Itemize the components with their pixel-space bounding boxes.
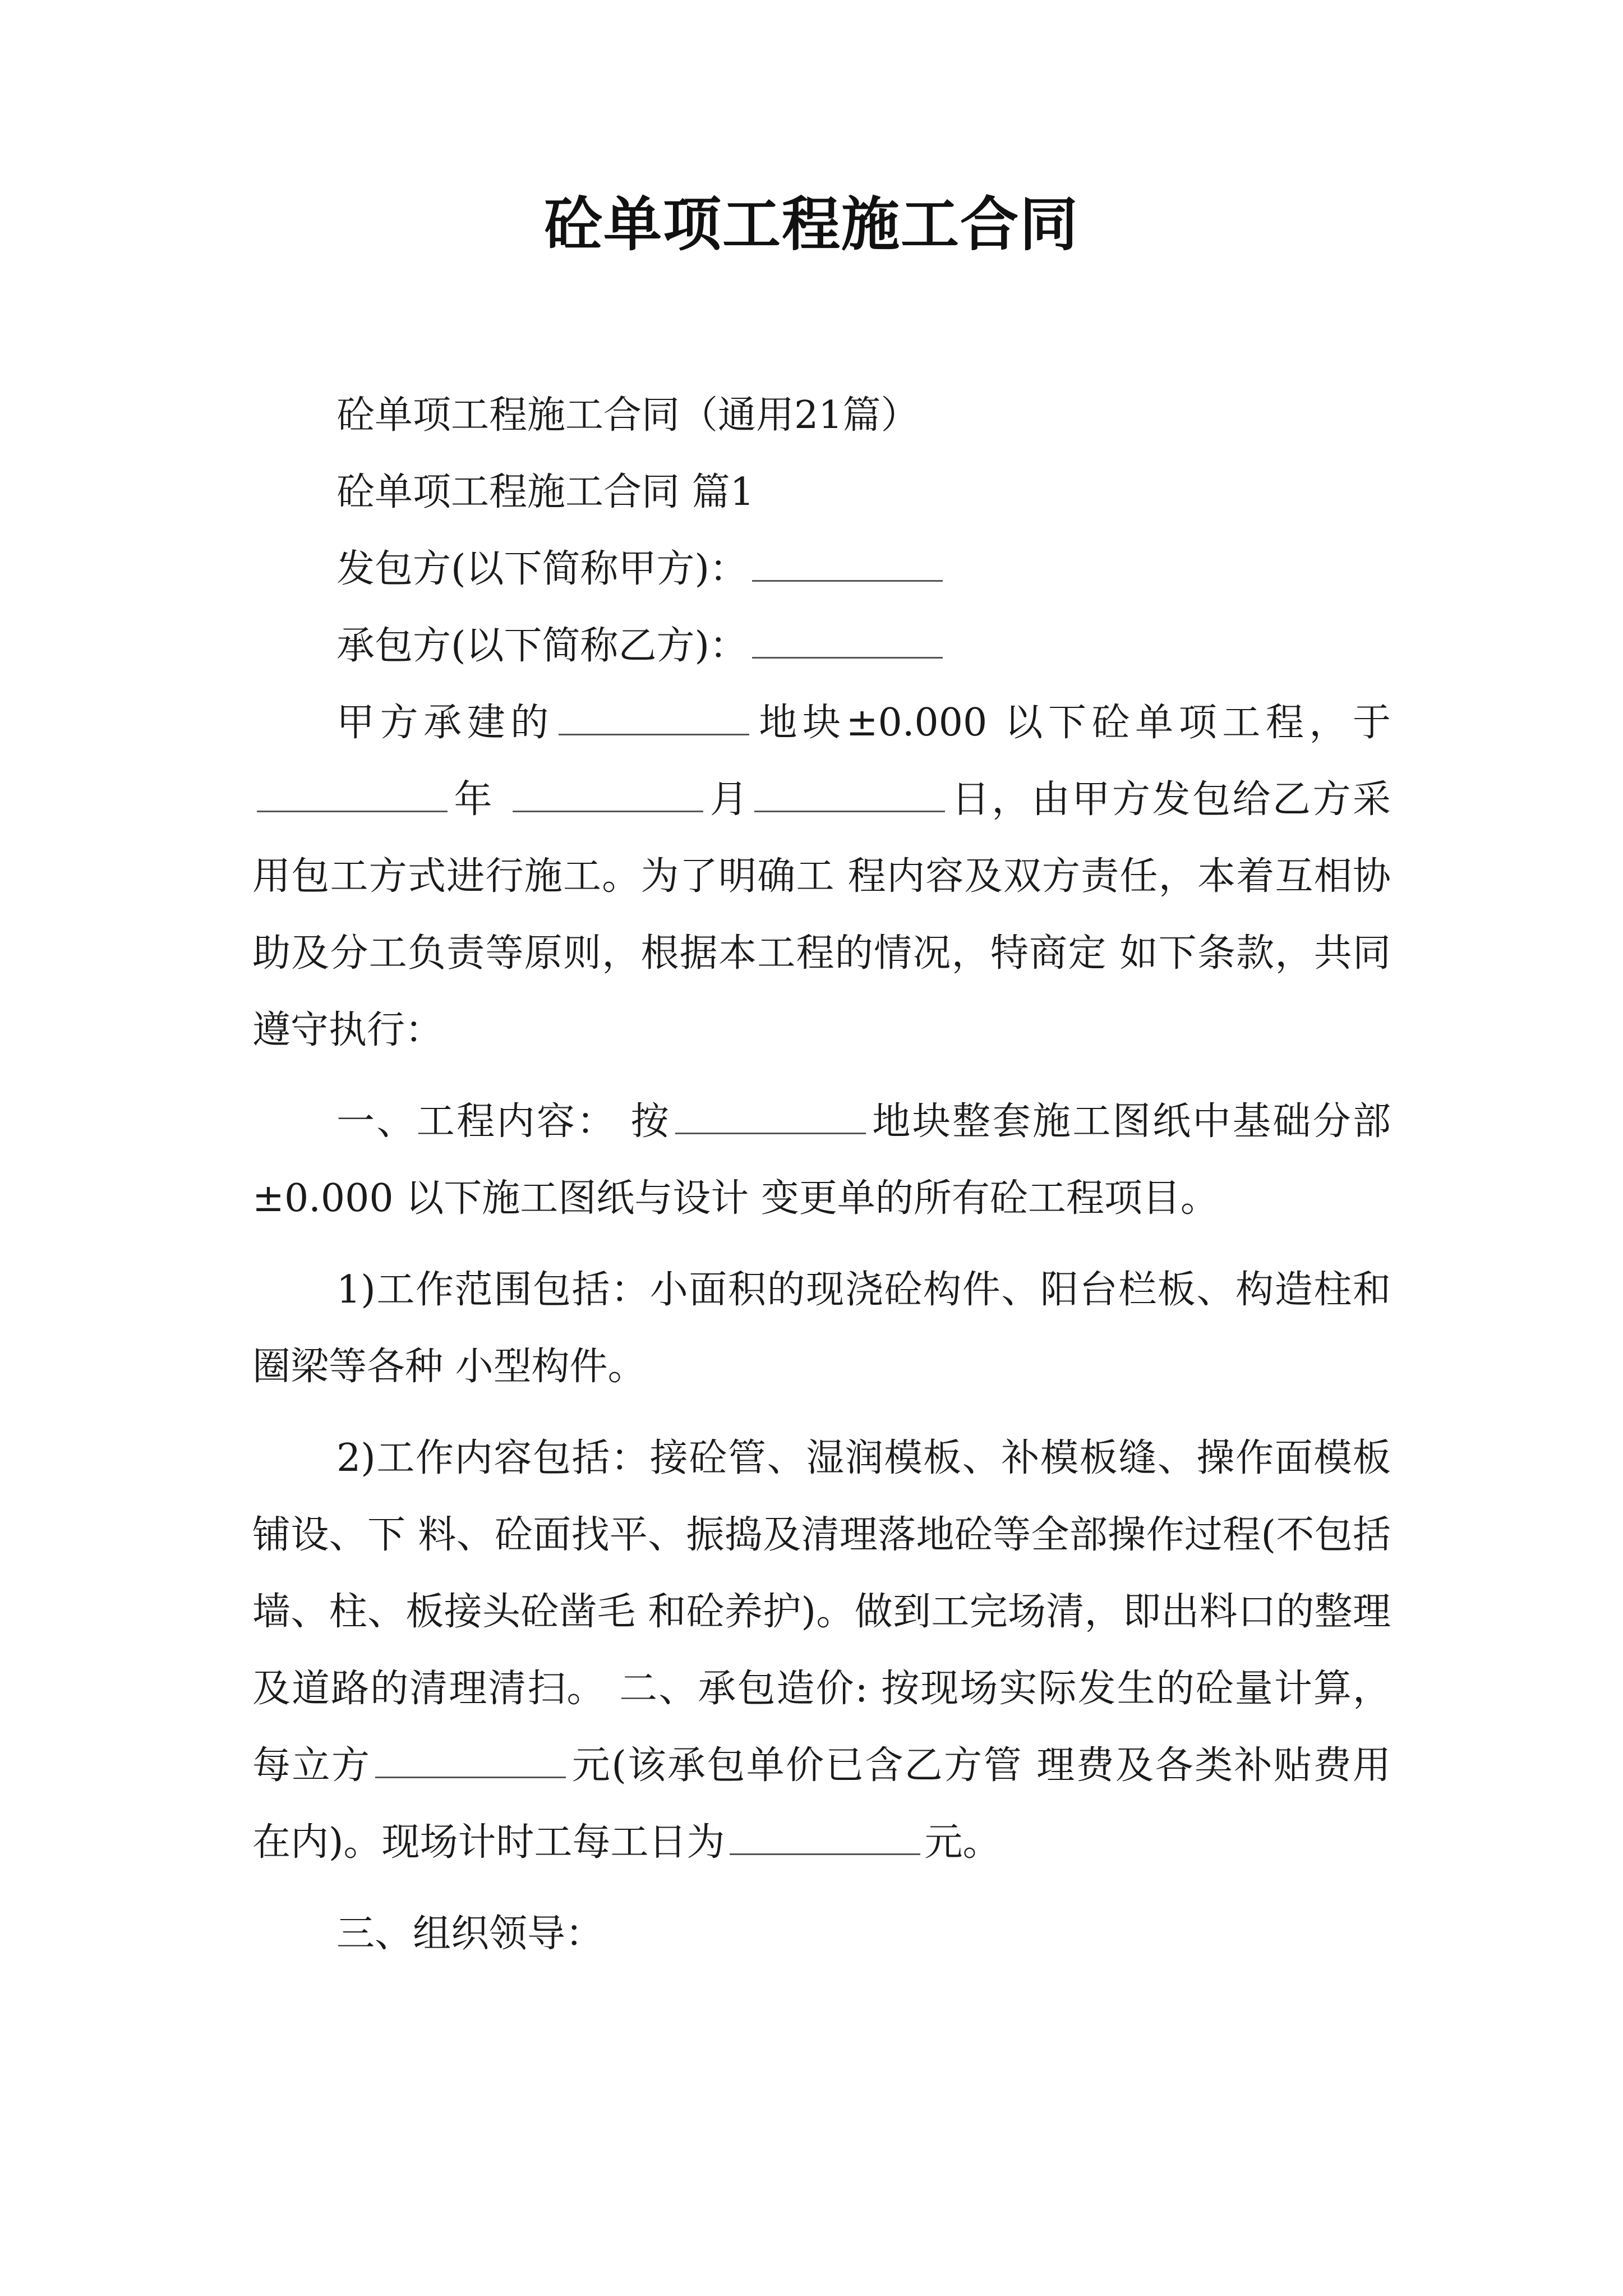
section-heading: 砼单项工程施工合同 篇1 — [336, 470, 754, 514]
year-blank — [257, 774, 448, 812]
intro-text: 日，由甲方发包给乙方采用包工方式进行施工。为了明确工 程内容及双方责任，本着互相协助及分工负责等原则，根据本工程的情况，特商定 如下条款，共同遵守执行： — [252, 777, 1391, 1052]
item-2-paragraph — [252, 1420, 1391, 1881]
month-blank — [513, 774, 703, 812]
intro-text: 年 — [452, 777, 509, 822]
clause-1-paragraph — [252, 1083, 1391, 1237]
item-2-text: 元。 — [924, 1820, 1001, 1865]
intro-paragraph — [252, 684, 1391, 1069]
plot-blank — [559, 697, 749, 735]
party-a-line — [252, 531, 1391, 608]
party-a-blank — [752, 544, 943, 582]
party-b-blank — [752, 620, 943, 659]
party-b-line — [252, 608, 1391, 684]
party-a-label: 发包方(以下简称甲方)： — [336, 547, 748, 591]
document-body — [252, 377, 1391, 1972]
daily-wage-blank — [730, 1817, 920, 1855]
document-title: 砼单项工程施工合同 — [543, 190, 1079, 259]
item-1-paragraph: 1)工作范围包括：小面积的现浇砼构件、阳台栏板、构造柱和圈梁等各种 小型构件。 — [252, 1268, 1391, 1389]
clause-1-text: 地块整套施工图纸中基础分部±0.000 以下施工图纸与设计 变更单的所有砼工程项目。 — [252, 1099, 1391, 1221]
intro-text: 甲方承建的 — [336, 701, 554, 745]
intro-text: 地块±0.000 以下砼单项工程，于 — [753, 701, 1391, 745]
unit-price-blank — [375, 1740, 566, 1778]
item-2-text: 2)工作内容包括：接砼管、湿润模板、补模板缝、操作面模板铺设、下 料、砼面找平、振捣及清理落地砼等全部操作过程(不包括墙、柱、板接头砼凿毛 和砼养护)。做到工完场清，即出料口的整理及道路的清理清扫。 二、承包造价: 按现场实际发生的砼量计算，每立方 — [252, 1436, 1391, 1788]
party-b-label: 承包方(以下简称乙方)： — [336, 624, 748, 668]
day-blank — [754, 774, 945, 812]
clause-1-text: 一、工程内容： 按 — [336, 1099, 671, 1144]
document-subtitle: 砼单项工程施工合同（通用21篇） — [336, 393, 919, 438]
intro-text: 月 — [708, 777, 750, 822]
item-2-text: 元(该承包单价已含乙方管 理费及各类补贴费用在内)。现场计时工每工日为 — [252, 1743, 1391, 1865]
clause-3-heading: 三、组织领导： — [336, 1912, 604, 1956]
clause-1-plot-blank — [675, 1096, 866, 1134]
